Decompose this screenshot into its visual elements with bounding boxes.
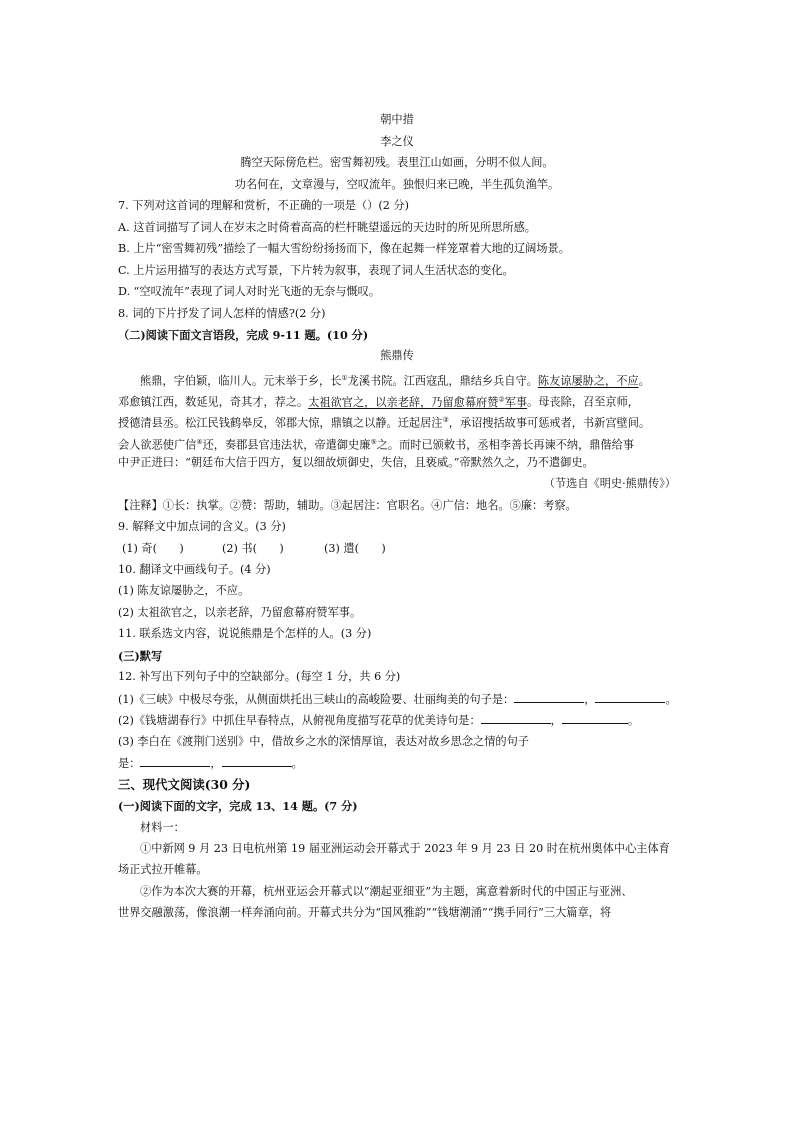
answer-blank[interactable] (481, 712, 551, 724)
question-10-item: (2) 太祖欲官之，以亲老辞，乃留愈幕府赞军事。 (118, 606, 362, 619)
question-9-stem: 9. 解释文中加点词的含义。(3 分) (118, 520, 286, 533)
answer-blank[interactable] (562, 712, 628, 724)
footnote-mark: ② (498, 395, 505, 403)
material-label: 材料一： (140, 821, 185, 834)
footnote-mark: ④ (196, 438, 203, 446)
question-7-stem: 7. 下列对这首词的理解和赏析，不正确的一项是（）(2 分) (118, 199, 409, 212)
poem-title: 朝中措 (380, 113, 414, 126)
option-a: A. 这首词描写了词人在岁末之时倚着高高的栏杆眺望遥远的天边时的所见所思所感。 (118, 221, 536, 234)
question-8: 8. 词的下片抒发了词人怎样的情感?(2 分) (118, 307, 326, 320)
dictation-line: 是： ， 。 (118, 757, 303, 770)
annotation-notes: 【注释】①长：执掌。②赞：帮助，辅助。③起居注：官职名。④广信：地名。⑤廉：考察。 (118, 499, 577, 512)
footnote-mark: ① (341, 374, 348, 382)
passage-line: 熊鼎，字伯颖，临川人。元末举于乡，长①龙溪书院。江西寇乱，鼎结乡兵自守。陈友谅屡胁之，不应。 (140, 374, 650, 388)
passage-line: 邓愈镇江西，数延见，奇其才，荐之。太祖欲官之，以亲老辞，乃留愈幕府赞②军事。母丧除，召至京师， (118, 395, 639, 409)
section-heading: （二)阅读下面文言语段，完成 9-11 题。(10 分) (118, 328, 369, 342)
passage-source: （节选自《明史·熊鼎传》） (543, 477, 676, 490)
answer-blank[interactable] (595, 691, 665, 703)
footnote-mark: ③ (442, 416, 449, 424)
part-heading: 三、现代文阅读(30 分) (118, 777, 251, 792)
underlined-sentence: 陈友谅屡胁之，不应 (537, 374, 639, 388)
question-9-item: (2) 书( ) (222, 542, 284, 555)
question-10-item: (1) 陈友谅屡胁之，不应。 (118, 584, 250, 597)
passage-line: 中尹正进曰：“朝廷布大信于四方，复以细故烦御史，失信，且亵威。”帝默然久之，乃不遣御史。 (118, 456, 594, 469)
material-paragraph: ①中新网 9 月 23 日电杭州第 19 届亚洲运动会开幕式于 2023 年 9 月 23 日 20 时在杭州奥体中心主体育 (140, 842, 670, 855)
material-paragraph: 世界交融激荡，像浪潮一样奔涌向前。开幕式共分为“国风雅韵”“钱塘潮涌”“携手同行”三大篇章，将 (118, 906, 612, 919)
question-12-stem: 12. 补写出下列句子中的空缺部分。(每空 1 分，共 6 分) (118, 670, 401, 683)
question-10-stem: 10. 翻译文中画线句子。(4 分) (118, 563, 271, 576)
section-heading: (一)阅读下面的文字，完成 13、14 题。(7 分) (118, 799, 358, 813)
poem-line: 功名何在，文章漫与，空叹流年。独恨归来已晚，半生孤负渔竿。 (234, 178, 560, 191)
dictation-line: (3) 李白在《渡荆门送别》中，借故乡之水的深情厚谊，表达对故乡思念之情的句子 (118, 735, 529, 748)
answer-blank[interactable] (514, 691, 584, 703)
section-heading: (三)默写 (118, 649, 163, 663)
material-paragraph: 场正式拉开帷幕。 (118, 863, 208, 876)
option-b: B. 上片“密雪舞初残”描绘了一幅大雪纷纷扬扬而下，像在起舞一样笼罩着大地的辽阔场景。 (118, 242, 570, 255)
answer-blank[interactable] (140, 755, 210, 767)
question-9-item: (1) 奇( ) (122, 542, 184, 555)
question-9-item: (3) 遣( ) (324, 542, 386, 555)
underlined-sentence: 太祖欲官之，以亲老辞，乃留愈幕府赞②军事 (308, 395, 528, 409)
question-11: 11. 联系选文内容，说说熊鼎是个怎样的人。(3 分) (118, 627, 372, 640)
poem-line: 腾空天际傍危栏。密雪舞初残。表里江山如画，分明不似人间。 (240, 156, 554, 169)
passage-line: 会人欲恶使广信④还，奏郡县官违法状，帝遣御史廉⑤之。而时已颁敕书，丞相李善长再谏不纳，鼎偕给事 (118, 438, 635, 452)
dictation-line: (2)《钱塘湖春行》中抓住早春特点，从俯视角度描写花草的优美诗句是： ， 。 (118, 714, 640, 727)
footnote-mark: ⑤ (370, 438, 377, 446)
passage-line: 授德清县丞。松江民钱鹤皋反，邻郡大惊，鼎镇之以静。迁起居注③，承诏搜括故事可惩戒者，书新宫壁间。 (118, 416, 651, 430)
option-d: D. “空叹流年”表现了词人对时光飞逝的无奈与慨叹。 (118, 285, 381, 298)
passage-title: 熊鼎传 (380, 349, 414, 362)
poem-author: 李之仪 (380, 135, 414, 148)
material-paragraph: ②作为本次大赛的开幕，杭州亚运会开幕式以“潮起亚细亚”为主题，寓意着新时代的中国正与亚洲、 (140, 885, 633, 898)
answer-blank[interactable] (222, 755, 292, 767)
dictation-line: (1)《三峡》中极尽夸张，从侧面烘托出三峡山的高峻险要、壮丽绚美的句子是： ， 。 (118, 693, 677, 706)
option-c: C. 上片运用描写的表达方式写景，下片转为叙事，表现了词人生活状态的变化。 (118, 264, 514, 277)
